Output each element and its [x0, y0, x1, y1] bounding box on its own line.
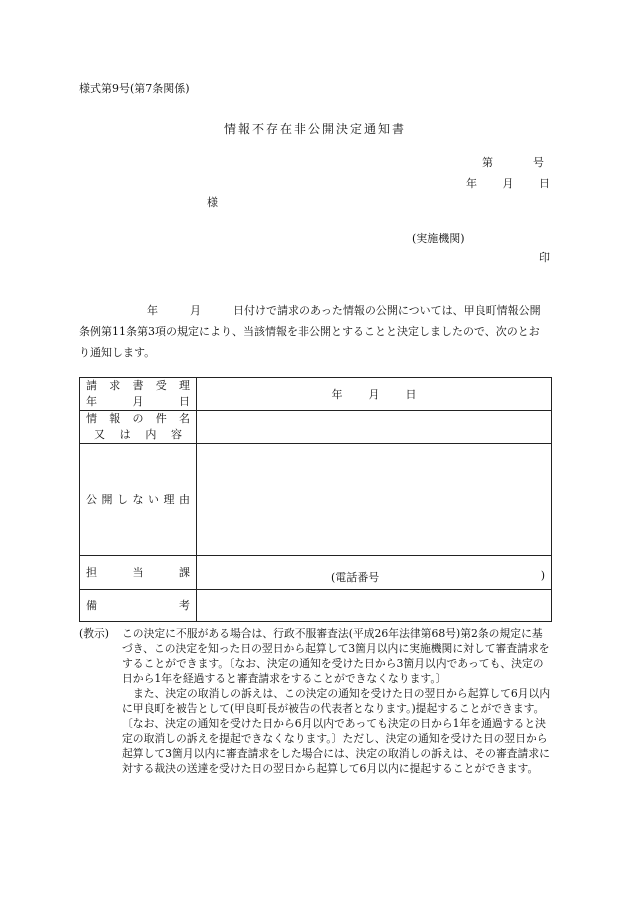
date-month-label: 月 [502, 177, 514, 190]
agency-label: (実施機関) [412, 232, 465, 245]
body-paragraph [79, 300, 549, 363]
body-text: 日付けで請求のあった情報の公開については、甲良町情報公開条例第11条第3項の規定により、当該情報を非公開とすることと決定しましたので、次のとおり通知します。 [79, 304, 541, 359]
table-row-request-date [80, 378, 552, 411]
request-date-label [80, 378, 197, 411]
remarks-value[interactable] [197, 590, 552, 622]
form-number: 様式第9号(第7条関係) [79, 82, 190, 95]
request-date-label-line1: 請 求 書 受 理 [86, 379, 190, 392]
body-year: 年 [147, 304, 158, 317]
request-date-label-line2: 年 月 日 [86, 395, 190, 408]
notice-section [79, 626, 552, 776]
notice-paragraph-lawsuit: また、決定の取消しの訴えは、この決定の通知を受けた日の翌日から起算して6月以内に甲良町を被告として(甲良町長が被告の代表者となります。)提起することができます。〔なお、決定の通知を受けた日から6月以内であっても決定の日から1年を通過すると決定の取消しの訴えを提起できなくなります。〕ただし、決定の通知を受けた日の翌日から起算して3箇月以内に審査請求をした場合には、決定の取消しの訴えは、その審査請求に対する裁決の送達を受けた日の翌日から起算して6月以内に提起することができます。 [122, 687, 551, 775]
request-date-value[interactable]: 年 月 日 [197, 378, 552, 411]
reason-label: 公 開 し な い 理 由 [80, 444, 197, 556]
document-number-label: 第 号 [482, 156, 550, 169]
date-year-label: 年 [466, 177, 477, 190]
remarks-label: 備 考 [80, 590, 197, 622]
notice-paragraph-appeal: この決定に不服がある場合は、行政不服審査法(平成26年法律第68号)第2条の規定に基づき、この決定を知った日の翌日から起算して3箇月以内に実施機関に対して審査請求をすることができます。〔なお、決定の通知を受けた日から3箇月以内であっても、決定の日から1年を経過すると審査請求をすることができなくなります。〕 [122, 627, 550, 685]
addressee-suffix: 様 [207, 196, 218, 209]
table-row-info-subject [80, 411, 552, 444]
table-row-department [80, 556, 552, 590]
document-title: 情報不存在非公開決定通知書 [223, 122, 406, 136]
document-date [444, 175, 550, 191]
notice-tag: (教示) [79, 627, 110, 640]
info-subject-value[interactable] [197, 411, 552, 444]
phone-label: (電話番号 [331, 571, 380, 584]
date-day-label: 日 [539, 177, 550, 190]
seal-label: 印 [539, 251, 550, 264]
body-month: 月 [190, 304, 201, 317]
department-label: 担 当 課 [80, 556, 197, 590]
department-value[interactable] [197, 556, 552, 590]
table-row-reason [80, 444, 552, 556]
info-subject-label: 情 報 の 件 名 又 は 内 容 [80, 411, 197, 444]
decision-table [79, 377, 552, 622]
phone-close: ) [540, 569, 545, 582]
table-row-remarks [80, 590, 552, 622]
reason-value[interactable] [197, 444, 552, 556]
